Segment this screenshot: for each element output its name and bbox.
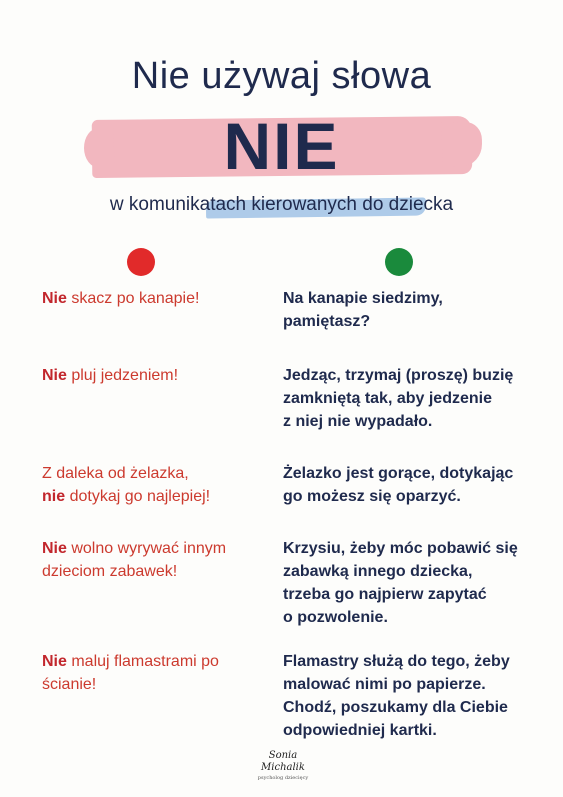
right-phrase-5-line-4: odpowiedniej kartki. (283, 722, 437, 739)
right-phrase-4-line-1: Krzysiu, żeby móc pobawić się (283, 540, 518, 557)
signature-name-line-1: Sonia (268, 750, 298, 761)
right-phrase-3-line-1: Żelazko jest gorące, dotykając (283, 465, 514, 482)
right-phrase-2-line-3: z niej nie wypadało. (283, 413, 433, 430)
wrong-phrase-1-line-1: Nie skacz po kanapie! (42, 290, 200, 307)
signature-name-line-2: Michalik (261, 762, 305, 773)
wrong-phrase-4-line-1: Nie wolno wyrywać innym (42, 540, 227, 557)
right-phrase-2 (283, 364, 545, 433)
wrong-phrase-5-line-1: Nie maluj flamastrami po (42, 653, 219, 670)
wrong-phrase-5 (42, 650, 267, 696)
author-signature (238, 750, 328, 782)
right-marker-dot (385, 248, 413, 276)
right-phrase-5-line-3: Chodź, poszukamy dla Ciebie (283, 699, 508, 716)
right-phrase-5 (283, 650, 545, 742)
wrong-phrase-3 (42, 462, 267, 508)
right-phrase-4-line-2: zabawką innego dziecka, (283, 563, 473, 580)
right-phrase-3-line-2: go możesz się oparzyć. (283, 488, 461, 505)
wrong-phrase-1 (42, 287, 267, 310)
wrong-phrase-2-line-1: Nie pluj jedzeniem! (42, 367, 179, 384)
title-word: NIE (223, 109, 340, 183)
right-phrase-4 (283, 537, 545, 629)
subtitle: w komunikatach kierowanych do dziecka (109, 194, 454, 215)
signature-role: psycholog dziecięcy (257, 775, 309, 781)
right-phrase-1 (283, 287, 545, 333)
right-phrase-5-line-2: malować nimi po papierze. (283, 676, 486, 693)
wrong-phrase-4-line-2: dzieciom zabawek! (42, 563, 178, 580)
wrong-marker-dot (127, 248, 155, 276)
wrong-phrase-3-line-1: Z daleka od żelazka, (42, 465, 189, 482)
title-line: Nie używaj słowa (131, 55, 432, 97)
wrong-phrase-3-line-2: nie dotykaj go najlepiej! (42, 488, 211, 505)
right-phrase-1-line-1: Na kanapie siedzimy, (283, 290, 443, 307)
wrong-phrase-5-line-2: ścianie! (42, 676, 97, 693)
wrong-phrase-4 (42, 537, 267, 583)
right-phrase-3 (283, 462, 545, 508)
right-phrase-5-line-1: Flamastry służą do tego, żeby (283, 653, 510, 670)
wrong-phrase-2 (42, 364, 267, 387)
right-phrase-1-line-2: pamiętasz? (283, 313, 371, 330)
right-phrase-4-line-3: trzeba go najpierw zapytać (283, 586, 487, 603)
right-phrase-4-line-4: o pozwolenie. (283, 609, 388, 626)
right-phrase-2-line-2: zamkniętą tak, aby jedzenie (283, 390, 492, 407)
right-phrase-2-line-1: Jedząc, trzymaj (proszę) buzię (283, 367, 514, 384)
